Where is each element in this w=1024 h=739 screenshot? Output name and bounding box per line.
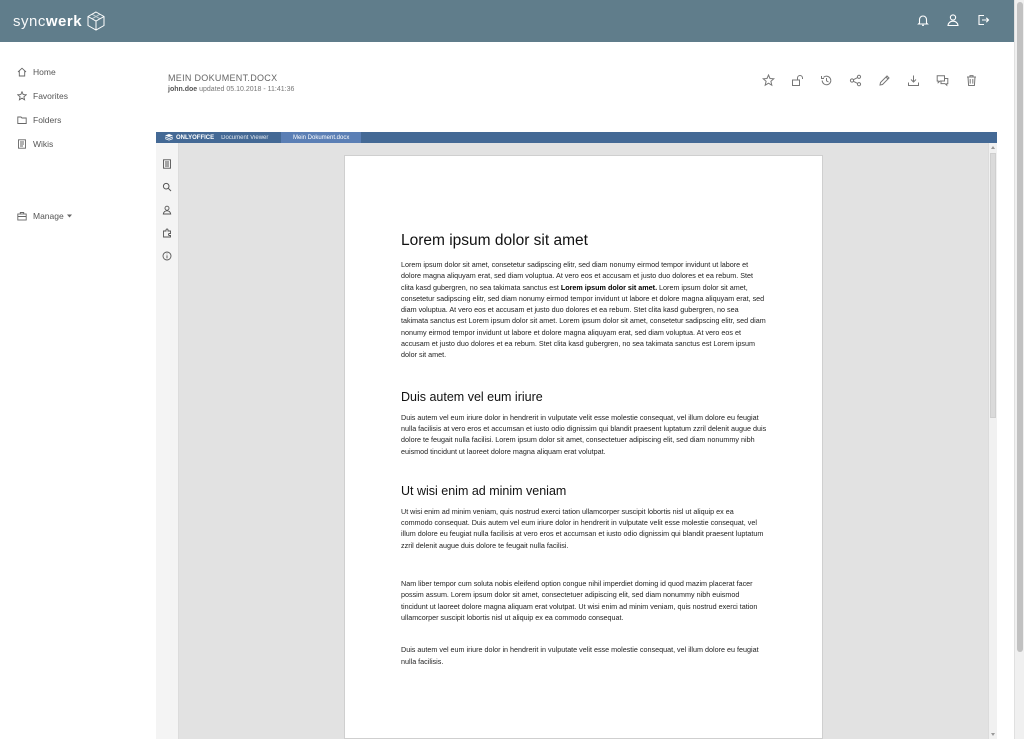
unlock-icon[interactable] (791, 74, 805, 88)
document-content (401, 232, 767, 667)
sidebar-item-wikis[interactable] (17, 139, 53, 149)
window-scrollbar-thumb[interactable] (1017, 2, 1023, 652)
home-icon (17, 67, 27, 77)
sidebar-item-manage[interactable] (17, 211, 72, 221)
onlyoffice-header (156, 132, 997, 143)
paragraph-2: Duis autem vel eum iriure dolor in hendrerit in vulputate velit esse molestie consequat, vel illum dolore eu feugiat nulla facilisis at vero eros et accumsan et iusto odio dignissim qui blandit praesent luptatum zzril delenit augue duis dolore te feugait nulla facilisi. Lorem ipsum dolor sit amet, consectetuer adipiscing elit, sed diam nonummy nibh euismod tincidunt ut laoreet dolore magna aliquam erat volutpat. (401, 412, 767, 456)
history-icon[interactable] (820, 74, 834, 88)
viewer-label: Document Viewer (221, 134, 269, 141)
comments-icon[interactable] (936, 74, 950, 88)
download-icon[interactable] (907, 74, 921, 88)
document-tab[interactable]: Mein Dokument.docx (281, 132, 361, 143)
viewer-left-toolbar (156, 143, 179, 739)
scroll-down-arrow[interactable] (991, 733, 995, 736)
edit-icon[interactable] (878, 74, 892, 88)
scroll-up-arrow[interactable] (991, 146, 995, 149)
sidebar-item-label: Wikis (33, 139, 54, 149)
share-icon[interactable] (849, 74, 863, 88)
user-icon[interactable] (946, 13, 960, 27)
logo-text-sync: sync (13, 12, 46, 30)
plugin-icon[interactable] (162, 225, 172, 235)
heading-1: Lorem ipsum dolor sit amet (401, 232, 588, 249)
paragraph-5: Duis autem vel eum iriure dolor in hendrerit in vulputate velit esse molestie consequat, vel illum dolore eu feugiat nulla facilisis. (401, 645, 759, 666)
viewer-scrollbar[interactable] (988, 143, 997, 739)
star-icon[interactable] (762, 74, 776, 88)
star-icon (17, 91, 27, 101)
paragraph-1-end: Lorem ipsum dolor sit amet, consetetur sadipscing elitr, sed diam nonumy eirmod tempor invidunt ut labore et dolore magna aliquyam erat, sed diam voluptua. At vero eos et accusam et justo duo dolores et ea rebum. Stet clita kasd gubergren, no sea takimata sanctus est Lorem ipsum dolor sit amet. Lorem ipsum dolor sit amet, consetetur sadipscing elitr, sed diam nonumy eirmod tempor invidunt ut labore et dolore magna aliquyam erat, sed diam voluptua. At vero eos et accusam et justo duo dolores et ea rebum. Stet clita kasd gubergren, no sea takimata sanctus est Lorem ipsum dolor sit amet. (401, 282, 766, 360)
file-title: MEIN DOKUMENT.DOCX (168, 73, 278, 83)
sidebar-item-favorites[interactable] (17, 91, 68, 101)
caret-down-icon (67, 214, 72, 218)
onlyoffice-brand (156, 132, 281, 143)
file-meta (168, 86, 294, 93)
heading-2: Duis autem vel eum iriure (401, 389, 543, 404)
heading-3: Ut wisi enim ad minim veniam (401, 483, 567, 498)
sidebar-item-home[interactable] (17, 67, 56, 77)
sidebar-item-folders[interactable] (17, 115, 61, 125)
document-icon[interactable] (162, 156, 172, 166)
manage-label: Manage (33, 211, 64, 221)
toolbox-icon (17, 211, 27, 221)
sidebar-item-label: Home (33, 67, 56, 77)
window-scrollbar[interactable] (1014, 0, 1024, 739)
document-page (344, 155, 823, 739)
top-bar (0, 0, 1014, 42)
logo-text-werk: werk (45, 12, 83, 30)
paragraph-4: Nam liber tempor cum soluta nobis eleifend option congue nihil imperdiet doming id quod mazim placerat facer possim assum. Lorem ipsum dolor sit amet, consectetuer adipiscing elit, sed diam nonummy nibh euismod tincidunt ut laoreet dolore magna aliquam erat volutpat. Ut wisi enim ad minim veniam, quis nostrud exerci tation ullamcorper suscipit lobortis nisl ut aliquip ex ea commodo consequat. (401, 579, 758, 622)
search-icon[interactable] (162, 179, 172, 189)
cube-logo-icon (86, 11, 106, 31)
file-owner[interactable]: john.doe (168, 86, 198, 93)
folder-icon (17, 115, 27, 125)
onlyoffice-logo-icon (165, 134, 173, 141)
paragraph-1-start: Lorem ipsum dolor sit amet, consetetur sadipscing elitr, sed diam nonumy eirmod tempor invidunt ut labore et dolore magna aliquyam erat, sed diam voluptua. At vero eos et accusam et justo duo dolores et ea rebum. Stet clita kasd gubergren, no sea takimata sanctus est (401, 260, 753, 292)
syncwerk-logo[interactable] (13, 11, 106, 31)
logout-icon[interactable] (976, 13, 990, 27)
viewer-scrollbar-thumb[interactable] (990, 153, 996, 418)
sidebar-item-label: Folders (33, 115, 62, 125)
file-updated: updated 05.10.2018 - 11:41:36 (199, 86, 295, 93)
wiki-icon (17, 139, 27, 149)
trash-icon[interactable] (965, 74, 979, 88)
paragraph-3: Ut wisi enim ad minim veniam, quis nostrud exerci tation ullamcorper suscipit lobortis nisl ut aliquip ex ea commodo consequat. Duis autem vel eum iriure dolor in hendrerit in vulputate velit esse molestie consequat, vel illum dolore eu feugiat nulla facilisis at vero eros et accumsan et iusto odio dignissim qui blandit praesent luptatum zzril delenit augue duis dolore te feugait nulla facilisi. (401, 506, 764, 550)
onlyoffice-brand-name: ONLYOFFICE (176, 134, 215, 141)
paragraph-1 (401, 259, 767, 361)
file-actions (762, 74, 979, 88)
paragraph-1-bold: Lorem ipsum dolor sit amet. (560, 282, 658, 292)
user-icon[interactable] (162, 202, 172, 212)
bell-icon[interactable] (916, 13, 930, 27)
sidebar-item-label: Favorites (33, 91, 68, 101)
info-icon[interactable] (162, 248, 172, 258)
